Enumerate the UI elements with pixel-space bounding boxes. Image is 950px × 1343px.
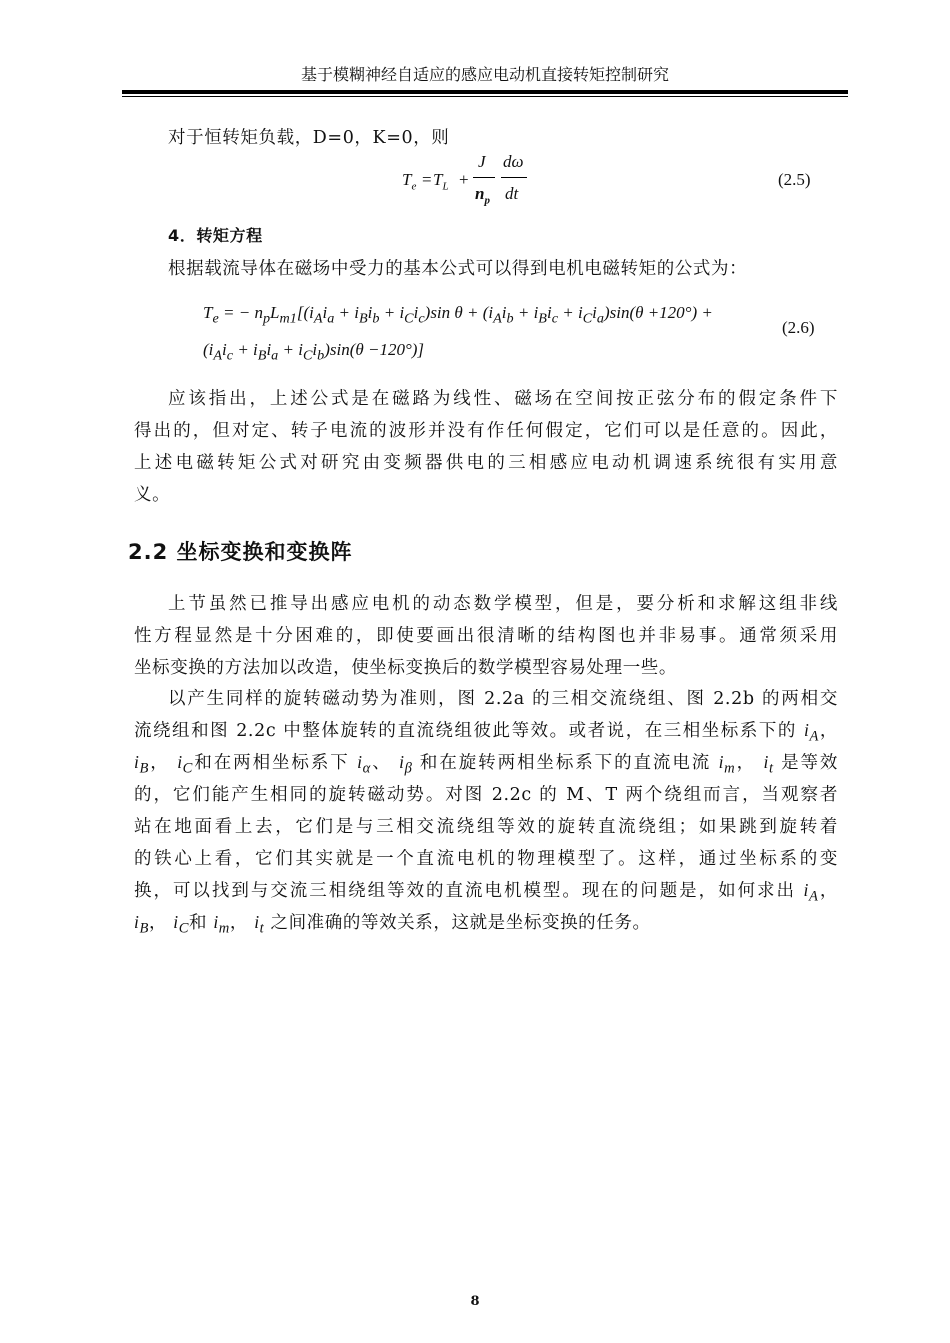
p_equiv-line: 站在地面看上去，它们是与三相交流绕组等效的旋转直流绕组；如果跳到旋转着 bbox=[134, 817, 838, 837]
p_note-line: 上述电磁转矩公式对研究由变频器供电的三相感应电动机调速系统很有实用意 bbox=[134, 453, 838, 473]
p_note-line: 应该指出，上述公式是在磁路为线性、磁场在空间按正弦分布的假定条件下 bbox=[168, 389, 838, 409]
eq26-number: (2.6) bbox=[782, 318, 815, 337]
section-heading-2-2: 2.2 坐标变换和变换阵 bbox=[128, 540, 353, 564]
eq26-line2: $(i_Ai_c + i_Bi_a + i_Ci_b)\sin(\theta -120^\circ)$] bbox=[203, 340, 425, 364]
page-number: 8 bbox=[470, 1294, 480, 1309]
p_equiv-line: 流绕组和图 2.2c 中整体旋转的直流绕组彼此等效。或者说，在三相坐标系下的 $i_A$， bbox=[134, 720, 838, 745]
p_intro-line: 坐标变换的方法加以改造，使坐标变换后的数学模型容易处理一些。 bbox=[134, 658, 677, 678]
eq25-frac1-num: J bbox=[478, 152, 486, 171]
eq25-plus: + bbox=[459, 170, 469, 189]
p_note-line: 得出的，但对定、转子电流的波形并没有作任何假定，它们可以是任意的。因此， bbox=[134, 421, 838, 441]
eq26-line1: $T_e$ = − $n_pL_{m1}[(i_Ai_a + i_Bi_b + i_Ci_c)\sin$ $\theta + (i_Ai_b + i_Bi_c + i_Ci_a)\sin(\theta +120^\circ)$ + bbox=[203, 303, 713, 327]
p_equiv-line: 换，可以找到与交流三相绕组等效的直流电机模型。现在的问题是，如何求出 $i_A$， bbox=[134, 880, 839, 905]
eq25-frac1-bar bbox=[473, 177, 495, 178]
eq25-frac2-num: dω bbox=[503, 152, 524, 171]
eq25-equals: = bbox=[422, 170, 432, 189]
subheading-torque-equation: 4．转矩方程 bbox=[168, 226, 263, 245]
constant-load-paragraph: 对于恒转矩负载，D=0，K=0，则 bbox=[168, 128, 450, 148]
eq25-frac2-bar bbox=[501, 177, 527, 178]
eq25-lhs: $T_e$ bbox=[402, 170, 417, 193]
p_equiv-line: 的铁心上看，它们其实就是一个直流电机的物理模型了。这样，通过坐标系的变 bbox=[134, 849, 838, 869]
torque-intro-paragraph: 根据载流导体在磁场中受力的基本公式可以得到电机电磁转矩的公式为： bbox=[168, 259, 748, 279]
p_equiv-line: $i_B$， $i_C$和 $i_m$， $i_t$ 之间准确的等效关系，这就是坐标变换的任务。 bbox=[134, 912, 651, 937]
p_equiv-line: 的，它们能产生相同的旋转磁动势。对图 2.2c 的 M、T 两个绕组而言，当观察者 bbox=[134, 785, 838, 805]
eq25-frac1-den: $n_p$ bbox=[475, 184, 490, 207]
running-header: 基于模糊神经自适应的感应电动机直接转矩控制研究 bbox=[300, 65, 669, 84]
header-rule-thick bbox=[122, 90, 848, 94]
p_intro-line: 性方程显然是十分困难的，即使要画出很清晰的结构图也并非易事。通常须采用 bbox=[134, 626, 838, 646]
eq25-frac2-den: dt bbox=[505, 184, 519, 203]
p_intro-line: 上节虽然已推导出感应电机的动态数学模型，但是，要分析和求解这组非线 bbox=[168, 594, 838, 614]
p_equiv-line: 以产生同样的旋转磁动势为准则，图 2.2a 的三相交流绕组、图 2.2b 的两相交 bbox=[168, 689, 838, 709]
header-rule-thin bbox=[122, 96, 848, 97]
p_equiv-line: $i_B$， $i_C$和在两相坐标系下 $i_\alpha$、 $i_\beta$ 和在旋转两相坐标系下的直流电流 $i_m$， $i_t$ 是等效 bbox=[134, 752, 839, 777]
eq25-number: (2.5) bbox=[778, 170, 811, 189]
eq25-tl: $T_L$ bbox=[433, 170, 449, 193]
p_note-line: 义。 bbox=[134, 485, 171, 505]
